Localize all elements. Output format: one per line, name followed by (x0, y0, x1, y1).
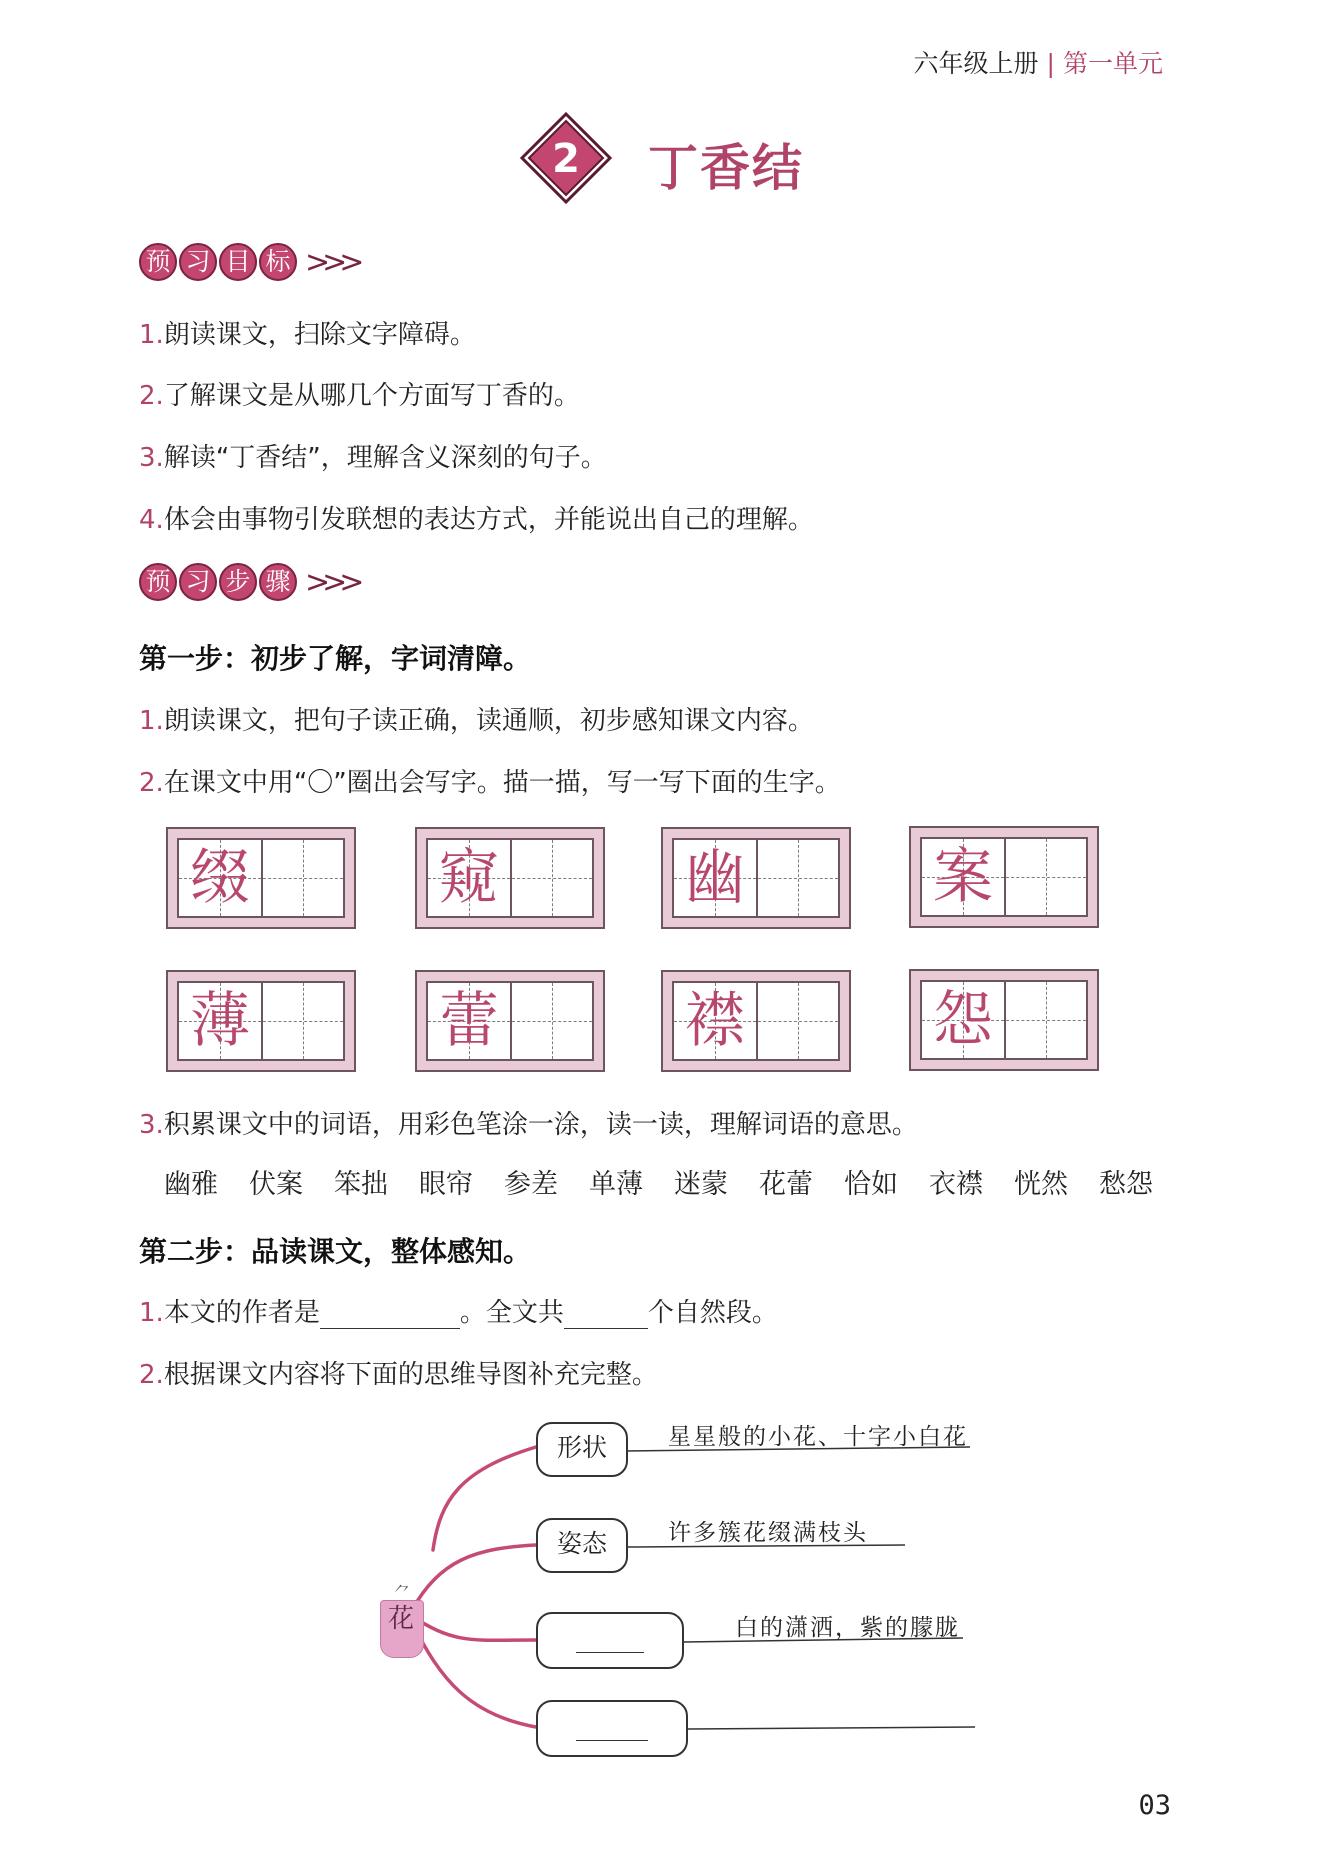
step1-title: 第一步：初步了解，字词清障。 (139, 642, 532, 675)
trace-char: 蕾 (439, 986, 499, 1056)
step2-item1: 1.本文的作者是 。全文共 个自然段。 (139, 1298, 778, 1328)
page-number: 03 (1138, 1790, 1171, 1821)
vocab-word[interactable]: 愁怨 (1099, 1169, 1153, 1200)
trace-char: 襟 (685, 986, 745, 1056)
chevron-right-icon: >>> (305, 564, 357, 600)
lesson-number: 2 (552, 136, 580, 182)
trace-char: 怨 (933, 985, 993, 1055)
mind-map-node-blank[interactable] (536, 1700, 688, 1757)
answer-blank[interactable] (576, 1652, 644, 1653)
step2-item2: 2.根据课文内容将下面的思维导图补充完整。 (139, 1360, 658, 1390)
vocab-word[interactable]: 恍然 (1014, 1169, 1068, 1200)
trace-char: 幽 (685, 843, 745, 913)
goal-item: 4.体会由事物引发联想的表达方式，并能说出自己的理解。 (139, 505, 814, 535)
mind-map-node-shape: 形状 (536, 1422, 628, 1477)
mind-map-node-posture: 姿态 (536, 1518, 628, 1573)
step1-item1: 1.朗读课文，把句子读正确，读通顺，初步感知课文内容。 (139, 706, 814, 736)
label-char: 标 (259, 243, 297, 281)
label-char: 步 (219, 563, 257, 601)
vocab-word[interactable]: 参差 (504, 1169, 558, 1200)
label-char: 习 (179, 243, 217, 281)
vocab-word[interactable]: 幽雅 (164, 1169, 218, 1200)
trace-char: 缀 (190, 843, 250, 913)
unit-label: 第一单元 (1062, 49, 1163, 78)
label-char: 习 (179, 563, 217, 601)
mind-map-node-blank[interactable] (536, 1612, 684, 1669)
mind-map-detail: 许多簇花缀满枝头 (668, 1520, 868, 1546)
step1-item2: 2.在课文中用“〇”圈出会写字。描一描，写一写下面的生字。 (139, 768, 841, 798)
trace-char: 案 (933, 842, 993, 912)
answer-blank[interactable] (576, 1740, 648, 1741)
vocab-word[interactable]: 眼帘 (419, 1169, 473, 1200)
goal-item: 2.了解课文是从哪几个方面写丁香的。 (139, 381, 580, 411)
goal-item: 3.解读“丁香结”，理解含义深刻的句子。 (139, 443, 607, 473)
label-char: 骤 (259, 563, 297, 601)
mind-map-detail: 白的潇洒，紫的朦胧 (735, 1615, 960, 1641)
label-char: 目 (219, 243, 257, 281)
label-char: 预 (139, 243, 177, 281)
lesson-title: 丁香结 (648, 139, 804, 197)
trace-char: 窥 (439, 843, 499, 913)
trace-char: 薄 (190, 986, 250, 1056)
vocab-word[interactable]: 笨拙 (334, 1169, 388, 1200)
root-vase (376, 1580, 428, 1660)
root-label: 花 (388, 1604, 415, 1634)
vocab-word[interactable]: 单薄 (589, 1169, 643, 1200)
step1-item3: 3.积累课文中的词语，用彩色笔涂一涂，读一读，理解词语的意思。 (139, 1110, 918, 1140)
vocab-word[interactable]: 花蕾 (759, 1169, 813, 1200)
vocab-word[interactable]: 迷蒙 (674, 1169, 728, 1200)
step2-title: 第二步：品读课文，整体感知。 (139, 1235, 532, 1268)
vocab-word[interactable]: 伏案 (249, 1169, 303, 1200)
root-mark: ⺈ (394, 1583, 411, 1602)
goal-item: 1.朗读课文，扫除文字障碍。 (139, 320, 476, 350)
grade-label: 六年级上册 (913, 49, 1039, 78)
chevron-right-icon: >>> (305, 244, 357, 280)
header-separator: | (1046, 49, 1055, 78)
label-char: 预 (139, 563, 177, 601)
vocab-word[interactable]: 恰如 (844, 1169, 898, 1200)
mind-map-detail: 星星般的小花、十字小白花 (668, 1424, 968, 1450)
vocab-word[interactable]: 衣襟 (929, 1169, 983, 1200)
